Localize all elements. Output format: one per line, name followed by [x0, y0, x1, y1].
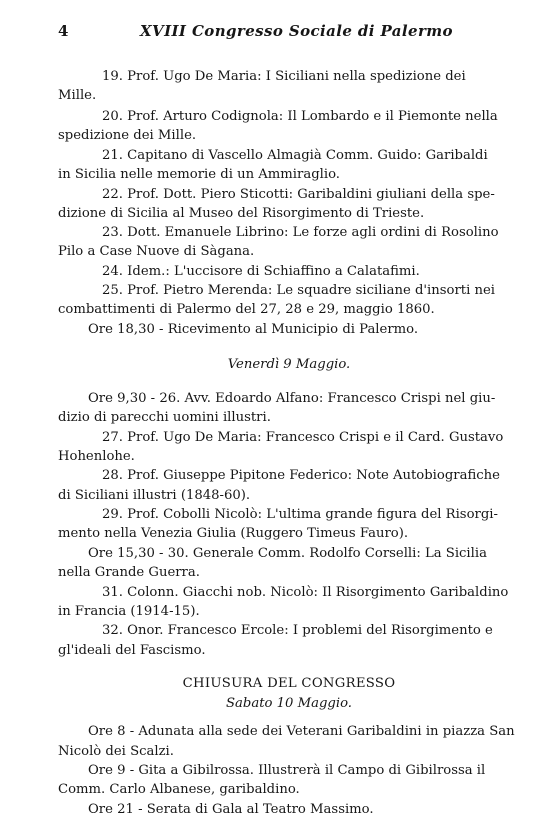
text-line: Mille.	[58, 88, 97, 103]
text-line: Hohenlohe.	[58, 449, 135, 464]
text-line: 24. Idem.: L'uccisore di Schiaffino a Calatafimi.	[102, 264, 420, 279]
text-line: 31. Colonn. Giacchi nob. Nicolò: Il Risorgimento Garibaldino	[102, 585, 509, 600]
text-line: spedizione dei Mille.	[58, 128, 197, 143]
section-day-heading: Sabato 10 Maggio.	[226, 696, 352, 711]
text-line: 19. Prof. Ugo De Maria: I Siciliani nella spedizione dei	[102, 69, 466, 84]
closing-heading: CHIUSURA DEL CONGRESSO	[182, 676, 396, 691]
text-line: Pilo a Case Nuove di Sàgana.	[58, 244, 255, 259]
text-line: combattimenti di Palermo del 27, 28 e 29, maggio 1860.	[58, 302, 435, 317]
page-header	[58, 22, 518, 44]
text-line: in Sicilia nelle memorie di un Ammiraglio.	[58, 167, 340, 182]
text-line: 23. Dott. Emanuele Librino: Le forze agli ordini di Rosolino	[102, 225, 499, 240]
text-line: 20. Prof. Arturo Codignola: Il Lombardo e il Piemonte nella	[102, 109, 498, 124]
running-title: XVIII Congresso Sociale di Palermo	[140, 22, 453, 40]
page-number: 4	[58, 22, 69, 40]
text-line: Ore 9 - Gita a Gibilrossa. Illustrerà il Campo di Gibilrossa il	[88, 763, 486, 778]
text-line: Comm. Carlo Albanese, garibaldino.	[58, 782, 300, 797]
text-line: Ore 18,30 - Ricevimento al Municipio di Palermo.	[88, 322, 419, 337]
text-line: in Francia (1914-15).	[58, 604, 200, 619]
text-line: 27. Prof. Ugo De Maria: Francesco Crispi e il Card. Gustavo	[102, 430, 504, 445]
text-line: Ore 8 - Adunata alla sede dei Veterani Garibaldini in piazza San	[88, 724, 515, 739]
text-line: Ore 21 - Serata di Gala al Teatro Massimo.	[88, 802, 374, 817]
text-line: mento nella Venezia Giulia (Ruggero Timeus Fauro).	[58, 526, 409, 541]
text-line: Ore 9,30 - 26. Avv. Edoardo Alfano: Francesco Crispi nel giu-	[88, 391, 496, 406]
text-line: Ore 15,30 - 30. Generale Comm. Rodolfo Corselli: La Sicilia	[88, 546, 487, 561]
text-line: nella Grande Guerra.	[58, 565, 200, 580]
text-line: 21. Capitano di Vascello Almagià Comm. Guido: Garibaldi	[102, 148, 488, 163]
text-line: 22. Prof. Dott. Piero Sticotti: Garibaldini giuliani della spe-	[102, 187, 495, 202]
text-line: di Siciliani illustri (1848-60).	[58, 488, 251, 503]
text-line: 28. Prof. Giuseppe Pipitone Federico: Note Autobiografiche	[102, 468, 500, 483]
text-line: Nicolò dei Scalzi.	[58, 744, 174, 759]
text-line: 32. Onor. Francesco Ercole: I problemi del Risorgimento e	[102, 623, 493, 638]
text-line: dizione di Sicilia al Museo del Risorgimento di Trieste.	[58, 206, 425, 221]
text-line: 29. Prof. Cobolli Nicolò: L'ultima grande figura del Risorgi-	[102, 507, 498, 522]
text-line: 25. Prof. Pietro Merenda: Le squadre siciliane d'insorti nei	[102, 283, 496, 298]
section-day-heading: Venerdì 9 Maggio.	[227, 357, 351, 372]
text-line: gl'ideali del Fascismo.	[58, 643, 206, 658]
text-line: dizio di parecchi uomini illustri.	[58, 410, 271, 425]
